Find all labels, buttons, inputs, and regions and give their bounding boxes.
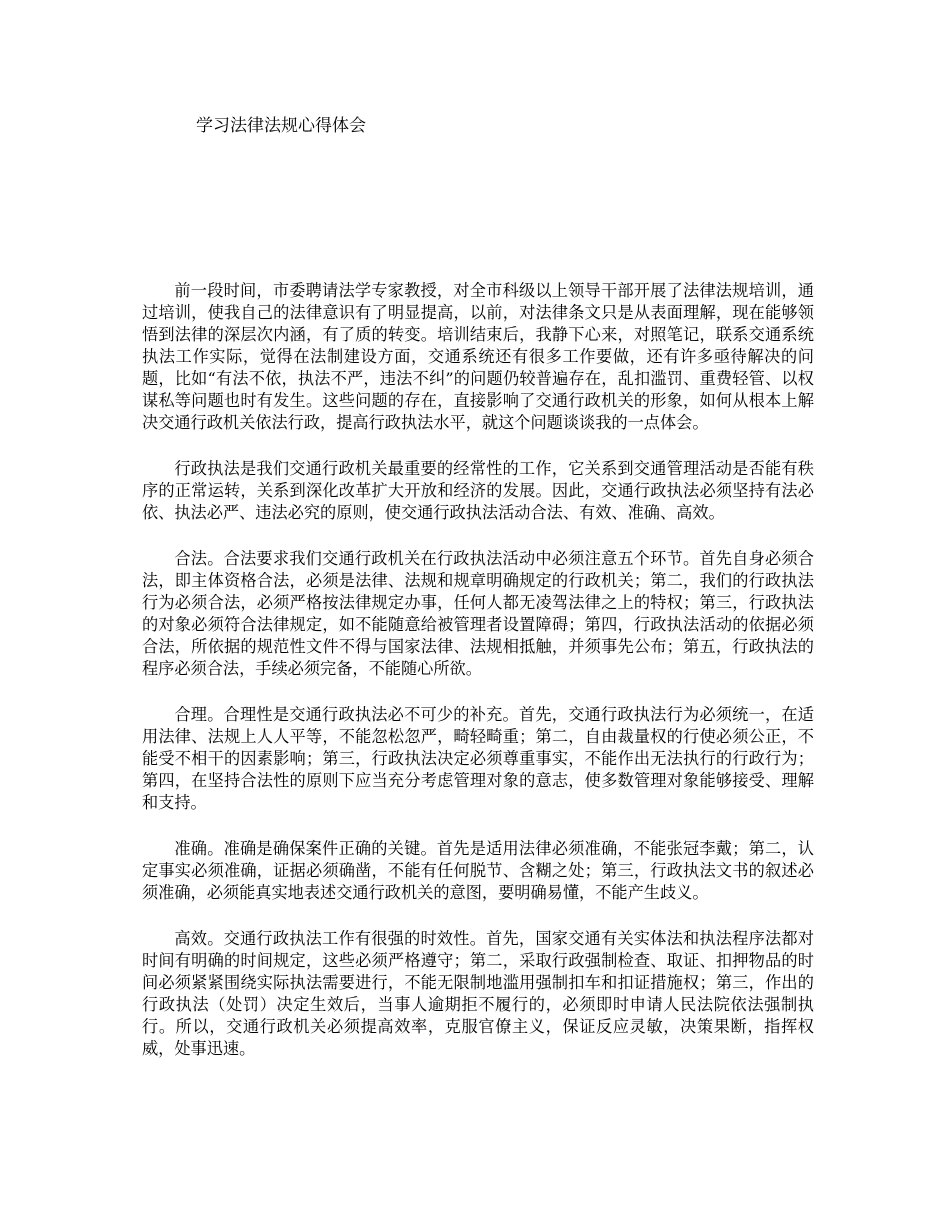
- document-title: 学习法律法规心得体会: [196, 116, 366, 136]
- paragraph-intro: 前一段时间，市委聘请法学专家教授，对全市科级以上领导干部开展了法律法规培训，通过培训，使我自己的法律意识有了明显提高，以前，对法律条文只是从表面理解，现在能够领悟到法律的深层次内涵，有了质的转变。培训结束后，我静下心来，对照笔记，联系交通系统执法工作实际，觉得在法制建设方面，交通系统还有很多工作要做，还有许多亟待解决的问题，比如“有法不依，执法不严，违法不纠”的问题仍较普遍存在，乱扣滥罚、重费轻管、以权谋私等问题也时有发生。这些问题的存在，直接影响了交通行政机关的形象，如何从根本上解决交通行政机关依法行政，提高行政执法水平，就这个问题谈谈我的一点体会。: [142, 281, 814, 432]
- paragraph-efficiency: 高效。交通行政执法工作有很强的时效性。首先，国家交通有关实体法和执法程序法都对时间有明确的时间规定，这些必须严格遵守；第二，采取行政强制检查、取证、扣押物品的时间必须紧紧围绕实际执法需要进行，不能无限制地滥用强制扣车和扣证措施权；第三，作出的行政执法（处罚）决定生效后，当事人逾期拒不履行的，必须即时申请人民法院依法强制执行。所以，交通行政机关必须提高效率，克服官僚主义，保证反应灵敏，决策果断，指挥权威，处事迅速。: [142, 929, 814, 1058]
- paragraph-legality: 合法。合法要求我们交通行政机关在行政执法活动中必须注意五个环节。首先自身必须合法，即主体资格合法，必须是法律、法规和规章明确规定的行政机关；第二，我们的行政执法行为必须合法，必须严格按法律规定办事，任何人都无凌驾法律之上的特权；第三，行政执法的对象必须符合法律规定，如不能随意给被管理者设置障碍；第四，行政执法活动的依据必须合法，所依据的规范性文件不得与国家法律、法规相抵触，并须事先公布；第五，行政执法的程序必须合法，手续必须完备，不能随心所欲。: [142, 549, 814, 678]
- paragraph-principles: 行政执法是我们交通行政机关最重要的经常性的工作，它关系到交通管理活动是否能有秩序的正常运转，关系到深化改革扩大开放和经济的发展。因此，交通行政执法必须坚持有法必依、执法必严、违法必究的原则，使交通行政执法活动合法、有效、准确、高效。: [142, 459, 814, 522]
- paragraph-reasonableness: 合理。合理性是交通行政执法必不可少的补充。首先，交通行政执法行为必须统一，在适用法律、法规上人人平等，不能忽松忽严，畸轻畸重；第二，自由裁量权的行使必须公正，不能受不相干的因素影响；第三，行政执法决定必须尊重事实，不能作出无法执行的行政行为；第四，在坚持合法性的原则下应当充分考虑管理对象的意志，使多数管理对象能够接受、理解和支持。: [142, 705, 814, 812]
- document-body: [142, 280, 814, 1084]
- paragraph-accuracy: 准确。准确是确保案件正确的关键。首先是适用法律必须准确，不能张冠李戴；第二，认定事实必须准确，证据必须确凿，不能有任何脱节、含糊之处；第三，行政执法文书的叙述必须准确，必须能真实地表述交通行政机关的意图，要明确易懂，不能产生歧义。: [142, 839, 814, 902]
